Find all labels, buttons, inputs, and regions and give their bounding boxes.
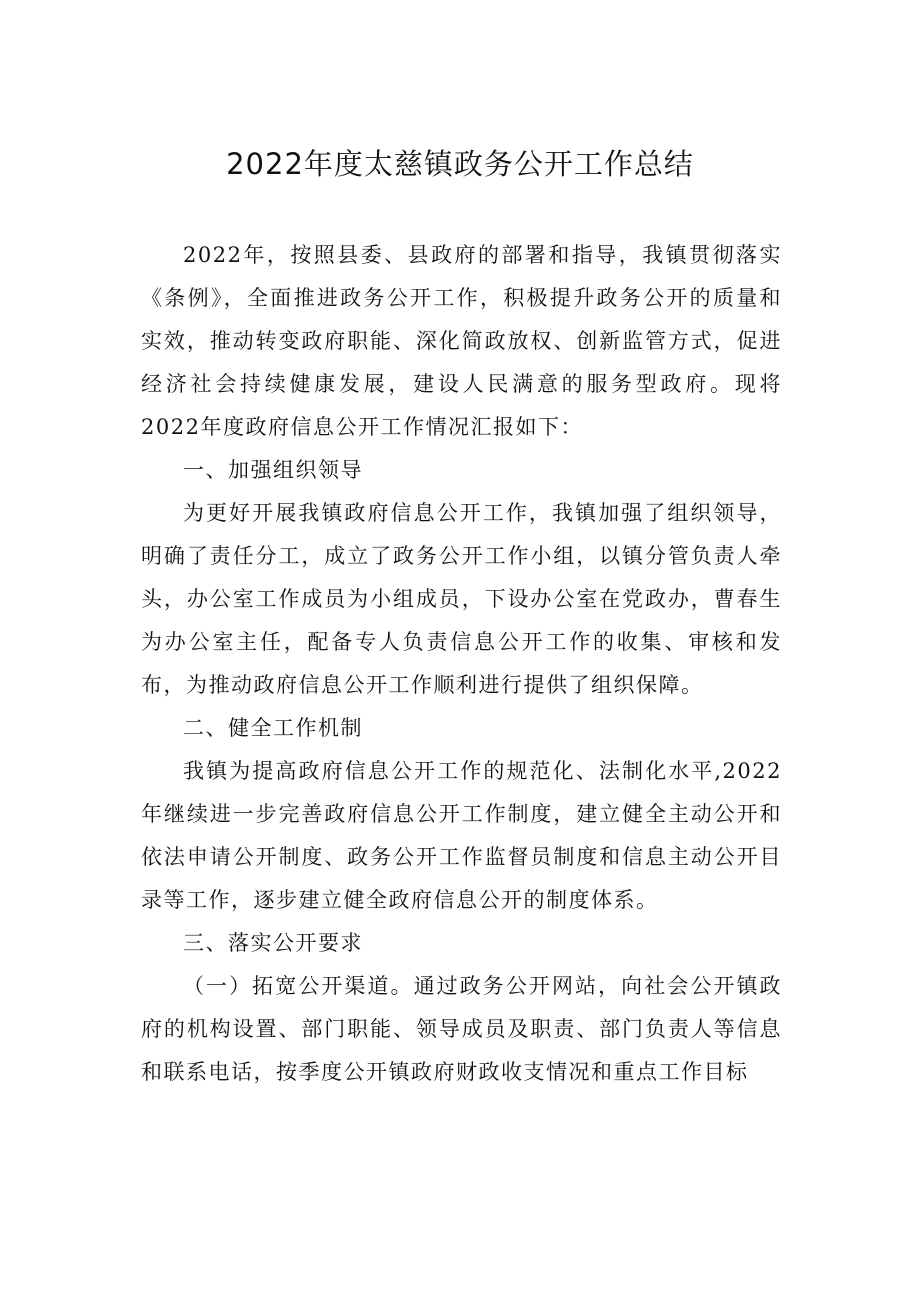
section-3-paragraph: （一）拓宽公开渠道。通过政务公开网站，向社会公开镇政府的机构设置、部门职能、领导成员及职责、部门负责人等信息和联系电话，按季度公开镇政府财政收支情况和重点工作目标: [141, 974, 782, 1084]
section-heading-3: 三、落实公开要求: [183, 931, 363, 955]
intro-paragraph: 2022年，按照县委、县政府的部署和指导，我镇贯彻落实《条例》，全面推进政务公开工作，积极提升政务公开的质量和实效，推动转变政府职能、深化简政放权、创新监管方式，促进经济社会持续健康发展，建设人民满意的服务型政府。现将2022年度政府信息公开工作情况汇报如下：: [141, 243, 782, 439]
section-heading-1: 一、加强组织领导: [183, 458, 363, 482]
document-title: 2022年度太慈镇政务公开工作总结: [226, 147, 694, 181]
section-1-paragraph: 为更好开展我镇政府信息公开工作，我镇加强了组织领导，明确了责任分工，成立了政务公开工作小组，以镇分管负责人牵头，办公室工作成员为小组成员，下设办公室在党政办，曹春生为办公室主任，配备专人负责信息公开工作的收集、审核和发布，为推动政府信息公开工作顺利进行提供了组织保障。: [141, 501, 782, 697]
section-2-paragraph: 我镇为提高政府信息公开工作的规范化、法制化水平,2022年继续进一步完善政府信息公开工作制度，建立健全主动公开和依法申请公开制度、政务公开工作监督员制度和信息主动公开目录等工作，逐步建立健全政府信息公开的制度体系。: [141, 759, 782, 912]
section-heading-2: 二、健全工作机制: [183, 716, 363, 740]
document-body: [141, 234, 782, 1094]
